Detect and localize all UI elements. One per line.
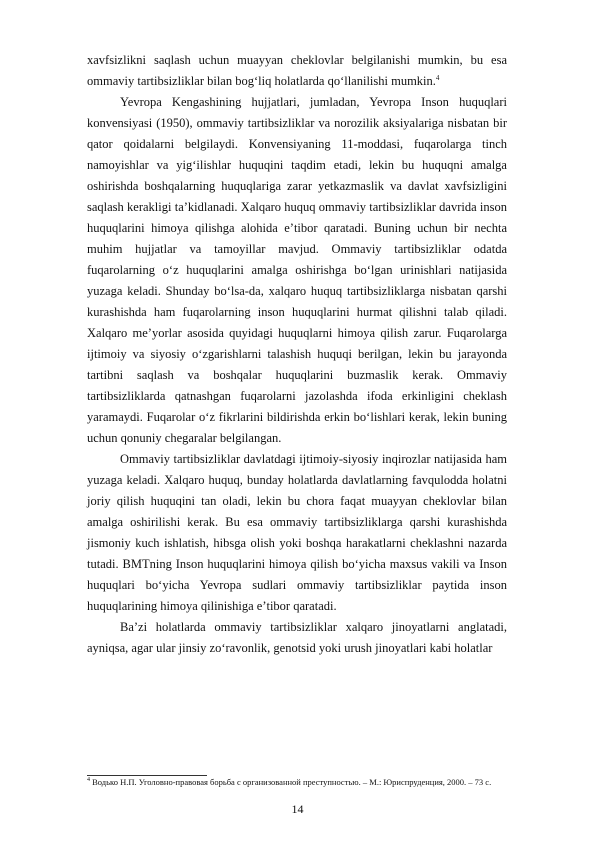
paragraph-1-text: xavfsizlikni saqlash uchun muayyan cheklovlar belgilanishi mumkin, bu esa ommaviy tartibsizliklar bilan bog‘liq holatlarda qo‘llanilishi mumkin. — [87, 53, 507, 88]
page-number: 14 — [291, 802, 304, 816]
footnote — [87, 777, 507, 788]
paragraph-2: Yevropa Kengashining hujjatlari, jumladan, Yevropa Inson huquqlari konvensiyasi (1950), ommaviy tartibsizliklar va norozilik aksiyalariga nisbatan bir qator qoidalarni belgilaydi. Konvensiyaning 11-moddasi, fuqarolarga tinch namoyishlar va yig‘ilishlar huquqini taqdim etadi, lekin bu huquqni amalga oshirishda boshqalarning huquqlariga zarar yetkazmaslik va davlat xavfsizligini saqlash kerakligi taʼkidlanadi. Xalqaro huquq ommaviy tartibsizliklar davrida inson huquqlarini himoya qilishga alohida eʼtibor qaratadi. Buning uchun bir nechta muhim hujjatlar va tamoyillar mavjud. Ommaviy tartibsizliklar odatda fuqarolarning o‘z huquqlarini amalga oshirishga bo‘lgan urinishlari natijasida yuzaga keladi. Shunday bo‘lsa-da, xalqaro huquq tartibsizliklarga nisbatan qarshi kurashishda ham fuqarolarning inson huquqlarini hurmat qilishni talab qiladi. Xalqaro meʼyorlar asosida quyidagi huquqlarni himoya qilish zarur. Fuqarolarga ijtimoiy va siyosiy o‘zgarishlarni talashish huquqi berilgan, lekin bu jarayonda tartibni saqlash va boshqalar huquqlarini buzmaslik kerak. Ommaviy tartibsizliklarda qatnashgan fuqarolarni jazolashda ifoda erkinligini cheklash yaramaydi. Fuqarolar o‘z fikrlarini bildirishda erkin bo‘lishlari kerak, lekin buning uchun qonuniy chegaralar belgilangan. — [87, 95, 507, 445]
paragraph-3: Ommaviy tartibsizliklar davlatdagi ijtimoiy-siyosiy inqirozlar natijasida ham yuzaga keladi. Xalqaro huquq, bunday holatlarda davlatlarning favqulodda holatni joriy qilish huquqini tan oladi, lekin bu chora faqat muayyan cheklovlar bilan amalga oshirilishi kerak. Bu esa ommaviy tartibsizliklarga qarshi kurashishda jismoniy kuch ishlatish, hibsga olish yoki boshqa harakatlarni cheklashni nazarda tutadi. BMTning Inson huquqlarini himoya qilish bo‘yicha maxsus vakili va Inson huquqlari bo‘yicha Yevropa sudlari ommaviy tartibsizliklar paytida inson huquqlarining himoya qilinishiga eʼtibor qaratadi. — [87, 452, 507, 613]
paragraph-4: Baʼzi holatlarda ommaviy tartibsizliklar xalqaro jinoyatlarni anglatadi, ayniqsa, agar ular jinsiy zo‘ravonlik, genotsid yoki urush jinoyatlari kabi holatlar — [87, 620, 507, 655]
footnote-reference[interactable]: 4 — [435, 73, 440, 82]
page-body — [87, 50, 507, 659]
footnote-number: 4 — [87, 777, 90, 784]
footnote-divider — [87, 775, 207, 776]
paragraph-1 — [87, 50, 507, 92]
footnote-text: Водько Н.П. Уголовно-правовая борьба с организованной преступностью. – М.: Юриспруденция, 2000. – 73 с. — [92, 777, 492, 787]
